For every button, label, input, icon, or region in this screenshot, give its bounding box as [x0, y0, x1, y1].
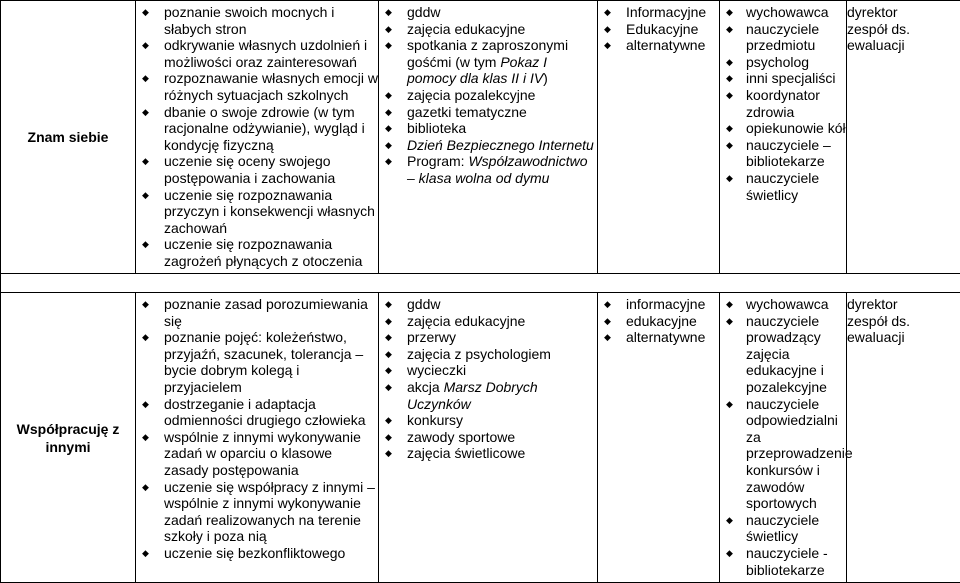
goals-list: [136, 296, 378, 562]
list-item: [720, 21, 846, 54]
list-item: [379, 329, 597, 346]
list-item: [136, 70, 378, 103]
list-item-text: wspólnie z innymi wykonywanie zadań w oparciu o klasowe zasady postępowania: [164, 429, 361, 478]
responsible-cell: [720, 1, 847, 274]
area-label: Znam siebie: [28, 129, 109, 145]
list-item-text: poznanie pojęć: koleżeństwo, przyjaźń, szacunek, tolerancja – bycie dobrym kolegą i przyjacielem: [164, 329, 363, 395]
list-item: [720, 396, 846, 512]
list-item: [136, 296, 378, 329]
responsible-list: [720, 296, 846, 578]
evaluation-list: [847, 296, 960, 346]
goals-cell: [136, 1, 379, 274]
list-item-text: biblioteka: [407, 120, 466, 136]
forms-cell: [598, 1, 720, 274]
methods-cell: [379, 293, 598, 583]
list-item: [847, 4, 960, 21]
list-item-text: wychowawca: [746, 4, 828, 20]
list-item-text: zespół ds. ewaluacji: [847, 21, 910, 54]
list-item-text: uczenie się rozpoznawania przyczyn i konsekwencji własnych zachowań: [164, 187, 375, 236]
list-item-text: nauczyciele świetlicy: [746, 170, 819, 203]
list-item-emphasis: Pokaz I pomocy dla klas II i IV: [407, 54, 547, 87]
list-item-text: odkrywanie własnych uzdolnień i możliwości oraz zainteresowań: [164, 37, 367, 70]
list-item-text: nauczyciele świetlicy: [746, 512, 819, 545]
list-item-text: wychowawca: [746, 296, 828, 312]
list-item: [379, 296, 597, 313]
list-item: [720, 54, 846, 71]
list-item: [379, 87, 597, 104]
list-item-text: poznanie zasad porozumiewania się: [164, 296, 368, 329]
list-item: [379, 379, 597, 412]
list-item-text: informacyjne: [626, 296, 705, 312]
list-item: [136, 329, 378, 395]
list-item-text: inni specjaliści: [746, 70, 835, 86]
area-cell: [1, 1, 136, 274]
list-item: [379, 445, 597, 462]
list-item-text: zespół ds. ewaluacji: [847, 313, 910, 346]
table-row: [1, 293, 960, 583]
list-item: [847, 313, 960, 346]
list-item-text: poznanie swoich mocnych i słabych stron: [164, 4, 334, 37]
list-item-text: rozpoznawanie własnych emocji w różnych sytuacjach szkolnych: [164, 70, 378, 103]
list-item-text: edukacyjne: [626, 313, 697, 329]
list-item: [379, 412, 597, 429]
list-item-text: gddw: [407, 4, 440, 20]
list-item: [379, 4, 597, 21]
list-item: [720, 70, 846, 87]
list-item-text: zajęcia z psychologiem: [407, 346, 551, 362]
list-item: [720, 137, 846, 170]
list-item-text: wycieczki: [407, 362, 466, 378]
list-item-text: zajęcia edukacyjne: [407, 313, 525, 329]
list-item: [720, 512, 846, 545]
list-item: [136, 4, 378, 37]
list-item: [379, 362, 597, 379]
list-item: [720, 120, 846, 137]
list-item-text: spotkania z zaproszonymi gośćmi (w tym: [407, 37, 568, 70]
list-item-text: dbanie o swoje zdrowie (w tym racjonalne odżywianie), wygląd i kondycję fizyczną: [164, 104, 365, 153]
list-item-text: akcja: [407, 379, 444, 395]
list-item: [136, 37, 378, 70]
table-gap-row: [1, 274, 960, 293]
goals-cell: [136, 293, 379, 583]
list-item-text: uczenie się współpracy z innymi – wspólnie z innymi wykonywanie zadań realizowanych na terenie szkoły i poza nią: [164, 479, 375, 545]
list-item-text: koordynator zdrowia: [746, 87, 820, 120]
list-item: [136, 236, 378, 269]
list-item-text: alternatywne: [626, 329, 705, 345]
area-cell: [1, 293, 136, 583]
list-item: [136, 429, 378, 479]
list-item-text: przerwy: [407, 329, 456, 345]
evaluation-cell: [847, 1, 960, 274]
list-item-text: Edukacyjne: [626, 21, 698, 37]
list-item: [847, 296, 960, 313]
list-item: [720, 87, 846, 120]
responsible-list: [720, 4, 846, 203]
list-item: [598, 37, 719, 54]
forms-list: [598, 4, 719, 54]
list-item-text: zajęcia pozalekcyjne: [407, 87, 535, 103]
list-item: [379, 21, 597, 38]
list-item: [379, 37, 597, 87]
list-item: [136, 104, 378, 154]
evaluation-cell: [847, 293, 960, 583]
list-item-text: Program:: [407, 153, 468, 169]
list-item: [379, 153, 597, 186]
methods-cell: [379, 1, 598, 274]
list-item-text: dyrektor: [847, 296, 898, 312]
list-item: [379, 429, 597, 446]
list-item: [136, 396, 378, 429]
list-item-text: dostrzeganie i adaptacja odmienności drugiego człowieka: [164, 396, 366, 429]
list-item: [720, 296, 846, 313]
list-item: [379, 120, 597, 137]
list-item-text: gddw: [407, 296, 440, 312]
list-item-emphasis: Dzień Bezpiecznego Internetu: [407, 137, 594, 153]
list-item: [598, 21, 719, 38]
list-item: [847, 21, 960, 54]
list-item-text: zawody sportowe: [407, 429, 515, 445]
list-item-text: nauczyciele – bibliotekarze: [746, 137, 831, 170]
list-item: [379, 137, 597, 154]
methods-list: [379, 4, 597, 187]
list-item: [720, 170, 846, 203]
list-item: [136, 187, 378, 237]
list-item: [379, 104, 597, 121]
list-item-text: alternatywne: [626, 37, 705, 53]
list-item-text: psycholog: [746, 54, 809, 70]
list-item-text: Informacyjne: [626, 4, 706, 20]
list-item: [598, 329, 719, 346]
forms-list: [598, 296, 719, 346]
list-item: [598, 4, 719, 21]
area-label: Współpracuję z innymi: [17, 421, 120, 455]
list-item: [379, 346, 597, 363]
list-item: [720, 4, 846, 21]
list-item-text: zajęcia edukacyjne: [407, 21, 525, 37]
forms-cell: [598, 293, 720, 583]
list-item-text: opiekunowie kół: [746, 120, 846, 136]
list-item-text: nauczyciele - bibliotekarze: [746, 545, 828, 578]
table-row: [1, 1, 960, 274]
list-item-text: uczenie się oceny swojego postępowania i zachowania: [164, 153, 335, 186]
list-item-emphasis: Współzawodnictwo – klasa wolna od dymu: [407, 153, 588, 186]
list-item-text: nauczyciele odpowiedzialni za przeprowadzenie konkursów i zawodów sportowych: [746, 396, 853, 512]
list-item-text: zajęcia świetlicowe: [407, 445, 525, 461]
list-item-text: gazetki tematyczne: [407, 104, 527, 120]
list-item: [720, 313, 846, 396]
list-item-text: konkursy: [407, 412, 463, 428]
list-item-emphasis: Marsz Dobrych Uczynków: [407, 379, 538, 412]
list-item: [136, 153, 378, 186]
responsible-cell: [720, 293, 847, 583]
list-item: [720, 545, 846, 578]
methods-list: [379, 296, 597, 462]
list-item: [379, 313, 597, 330]
goals-list: [136, 4, 378, 270]
list-item: [598, 313, 719, 330]
list-item-text: dyrektor: [847, 4, 898, 20]
list-item-text: uczenie się bezkonfliktowego: [164, 545, 345, 561]
list-item-text: nauczyciele prowadzący zajęcia edukacyjne i pozalekcyjne: [746, 313, 827, 395]
list-item: [598, 296, 719, 313]
list-item: [136, 545, 378, 562]
list-item-text: ): [543, 70, 548, 86]
list-item: [136, 479, 378, 545]
list-item-text: uczenie się rozpoznawania zagrożeń płynących z otoczenia: [164, 236, 362, 269]
evaluation-list: [847, 4, 960, 54]
list-item-text: nauczyciele przedmiotu: [746, 21, 819, 54]
